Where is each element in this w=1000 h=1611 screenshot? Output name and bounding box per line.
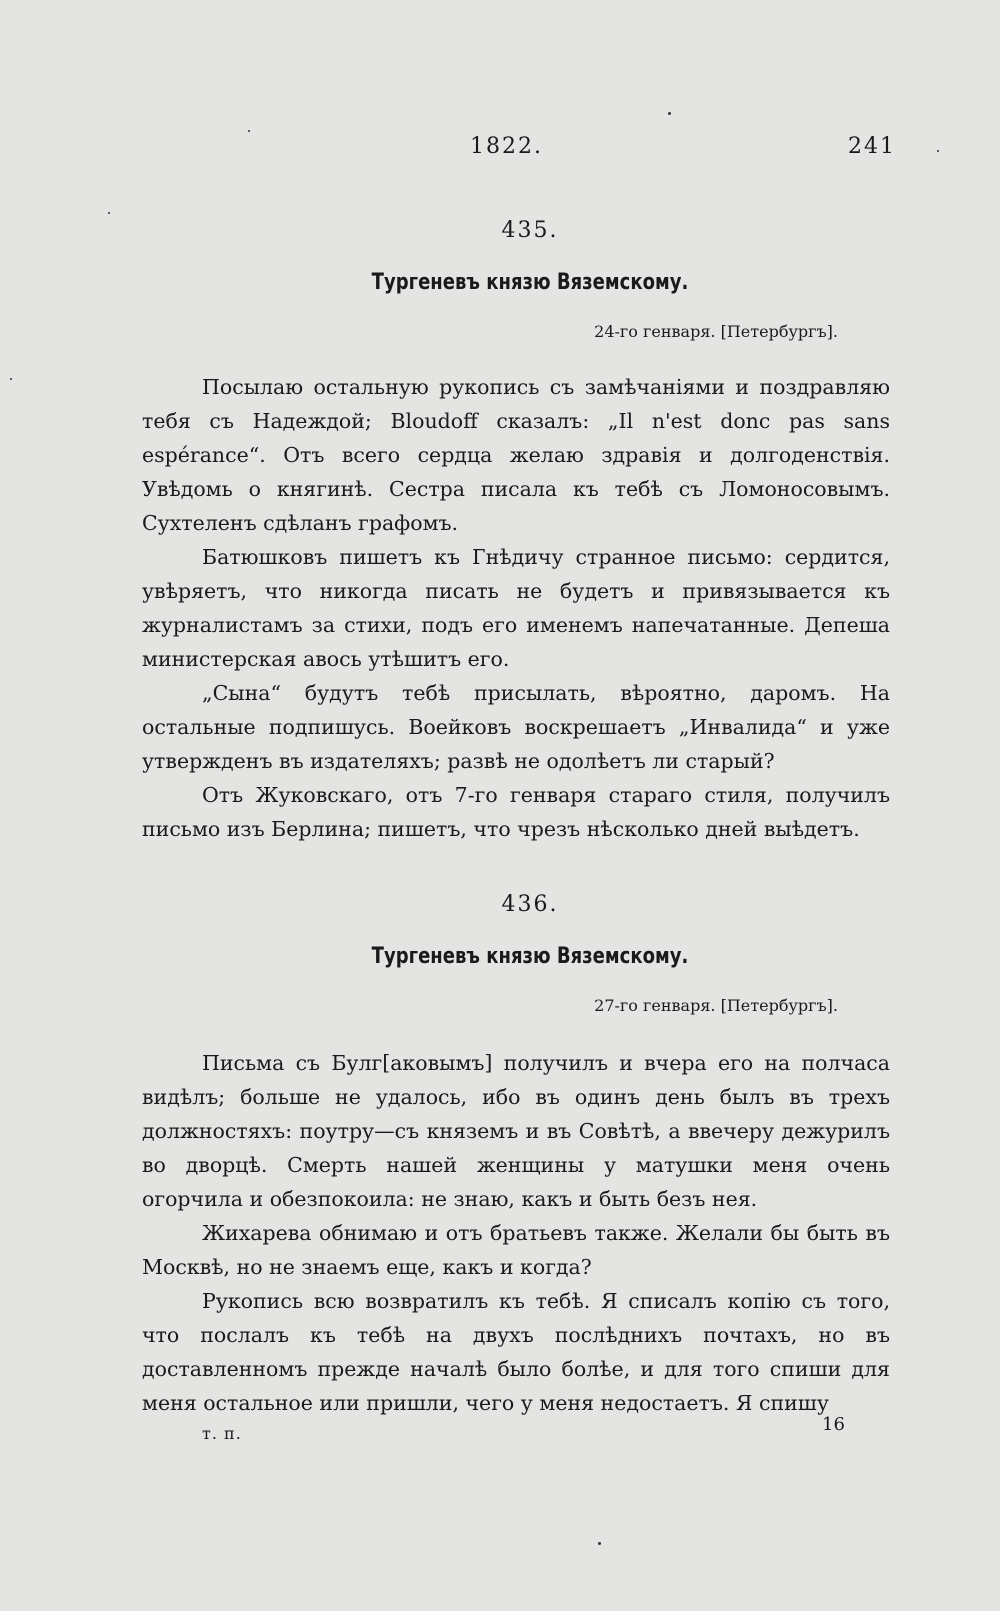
letter-number: 436.	[501, 892, 559, 917]
letter-number: 435.	[501, 218, 559, 243]
paragraph: Посылаю остальную рукопись съ замѣчаніями и поздравляю тебя съ Надеждой; Bloudoff сказалъ: „Il n'est donc pas sans espérance“. Отъ всего сердца желаю здравія и долгоденствія. Увѣдомь о княгинѣ. Сестра писала къ тебѣ съ Ломоносовымъ. Сухтеленъ сдѣланъ графомъ.	[142, 375, 890, 535]
paragraph: Батюшковъ пишетъ къ Гнѣдичу странное письмо: сердится, увѣряетъ, что никогда писать не будетъ и привязывается къ журналистамъ за стихи, подъ его именемъ напечатанные. Депеша министерская авось утѣшитъ его.	[142, 545, 890, 671]
scan-speck	[10, 378, 12, 380]
paragraph: Отъ Жуковскаго, отъ 7-го генваря стараго стиля, получилъ письмо изъ Берлина; пишетъ, что чрезъ нѣсколько дней выѣдетъ.	[142, 783, 890, 841]
printer-signature-mark: т. п.	[202, 1424, 242, 1443]
paragraph: Письма съ Булг[аковымъ] получилъ и вчера его на полчаса видѣлъ; больше не удалось, ибо въ одинъ день былъ въ трехъ должностяхъ: поутру—съ княземъ и въ Совѣтѣ, а ввечеру дежурилъ во дворцѣ. Смерть нашей женщины у матушки меня очень огорчила и обезпокоила: не знаю, какъ и быть безъ нея.	[142, 1051, 890, 1211]
paragraph: Рукопись всю возвратилъ къ тебѣ. Я списалъ копію съ того, что послалъ къ тебѣ на двухъ послѣднихъ почтахъ, но въ доставленномъ прежде началѣ было болѣе, и для того спиши для меня остальное или пришли, чего у меня недостаетъ. Я спишу	[142, 1289, 890, 1415]
letter-body	[142, 1046, 890, 1420]
scan-speck	[937, 150, 939, 152]
scan-speck	[668, 112, 671, 115]
letter-date: 27-го генваря. [Петербургъ].	[594, 996, 838, 1015]
running-head-year: 1822.	[470, 134, 543, 159]
paragraph: „Сына“ будутъ тебѣ присылать, вѣроятно, даромъ. На остальные подпишусь. Воейковъ воскрешаетъ „Инвалида“ и уже утвержденъ въ издателяхъ; развѣ не одолѣетъ ли старый?	[142, 681, 890, 773]
scan-speck	[108, 212, 110, 214]
scan-speck	[598, 1542, 601, 1545]
paragraph: Жихарева обнимаю и отъ братьевъ также. Желали бы быть въ Москвѣ, но не знаемъ еще, какъ и когда?	[142, 1221, 890, 1279]
scan-speck	[248, 130, 250, 132]
page-number: 241	[848, 134, 896, 159]
letter-date: 24-го генваря. [Петербургъ].	[594, 322, 838, 341]
letter-title: Тургеневъ князю Вяземскому.	[371, 270, 689, 295]
letter-body	[142, 370, 890, 846]
letter-title: Тургеневъ князю Вяземскому.	[371, 944, 689, 969]
printer-signature-number: 16	[822, 1414, 845, 1435]
